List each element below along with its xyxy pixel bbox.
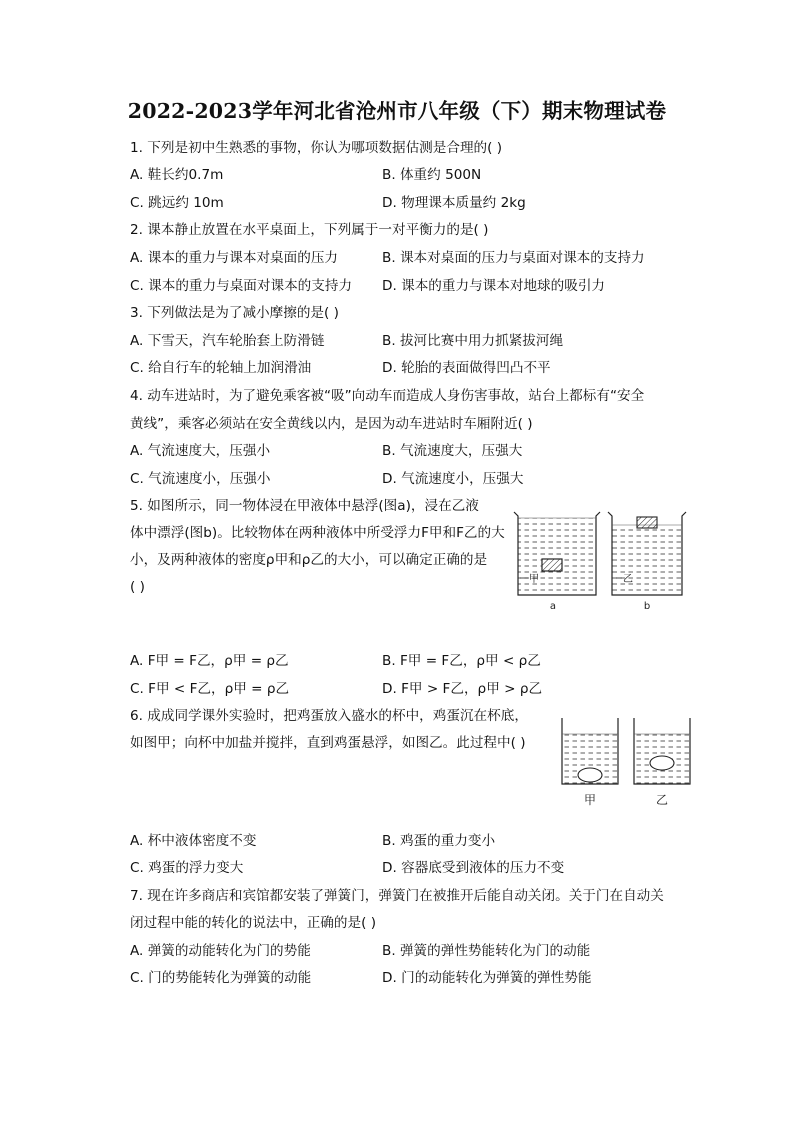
q7-option-c: C. 门的势能转化为弹簧的动能 bbox=[130, 970, 312, 986]
fig-label-a: a bbox=[549, 601, 557, 612]
q3-option-d: D. 轮胎的表面做得凹凸不平 bbox=[382, 360, 551, 376]
q4-option-c: C. 气流速度小，压强小 bbox=[130, 471, 271, 487]
q2-option-d: D. 课本的重力与课本对地球的吸引力 bbox=[382, 278, 606, 294]
q4-option-b: B. 气流速度大，压强大 bbox=[382, 443, 523, 459]
q6-cups-figure bbox=[556, 714, 696, 810]
q6-stem-line-2: 如图甲；向杯中加盐并搅拌，直到鸡蛋悬浮，如图乙。此过程中( ) bbox=[130, 735, 526, 751]
q5-stem-line-1: 5. 如图所示，同一物体浸在甲液体中悬浮(图a)，浸在乙液 bbox=[130, 498, 479, 514]
q5-stem-line-4: ( ) bbox=[130, 579, 145, 595]
exam-title: 2022-2023学年河北省沧州市八年级（下）期末物理试卷 bbox=[127, 99, 667, 123]
q4-stem-line-2: 黄线”，乘客必须站在安全黄线以内，是因为动车进站时车厢附近( ) bbox=[130, 416, 533, 432]
q2-option-a: A. 课本的重力与课本对桌面的压力 bbox=[130, 250, 339, 266]
q3-option-a: A. 下雪天，汽车轮胎套上防滑链 bbox=[130, 333, 325, 349]
q7-stem-line-1: 7. 现在许多商店和宾馆都安装了弹簧门，弹簧门在被推开后能自动关闭。关于门在自动关 bbox=[130, 888, 664, 904]
fig-label-jia: 甲 bbox=[583, 793, 597, 807]
q7-option-b: B. 弹簧的弹性势能转化为门的动能 bbox=[382, 943, 591, 959]
q2-option-c: C. 课本的重力与桌面对课本的支持力 bbox=[130, 278, 353, 294]
q1-option-c: C. 跳远约 10m bbox=[130, 195, 224, 211]
q1-stem: 1. 下列是初中生熟悉的事物，你认为哪项数据估测是合理的( ) bbox=[130, 140, 503, 156]
liquid-label-a: 甲 bbox=[529, 574, 539, 585]
q7-stem-line-2: 闭过程中能的转化的说法中，正确的是( ) bbox=[130, 915, 377, 931]
beaker-a bbox=[514, 512, 600, 612]
floating-block bbox=[637, 517, 657, 528]
q3-stem: 3. 下列做法是为了减小摩擦的是( ) bbox=[130, 305, 339, 321]
q5-beakers-figure bbox=[508, 503, 688, 615]
q5-stem-line-2: 体中漂浮(图b)。比较物体在两种液体中所受浮力F甲和F乙的大 bbox=[130, 525, 505, 541]
q3-option-b: B. 拔河比赛中用力抓紧拔河绳 bbox=[382, 333, 564, 349]
q5-stem-line-3: 小，及两种液体的密度ρ甲和ρ乙的大小，可以确定正确的是 bbox=[130, 552, 488, 568]
q5-option-a: A. F甲 = F乙，ρ甲 = ρ乙 bbox=[130, 653, 289, 669]
fig-label-yi: 乙 bbox=[655, 793, 669, 807]
q6-option-b: B. 鸡蛋的重力变小 bbox=[382, 833, 496, 849]
q1-option-d: D. 物理课本质量约 2kg bbox=[382, 195, 526, 211]
q7-option-a: A. 弹簧的动能转化为门的势能 bbox=[130, 943, 311, 959]
q1-option-b: B. 体重约 500N bbox=[382, 167, 482, 183]
q6-option-a: A. 杯中液体密度不变 bbox=[130, 833, 257, 849]
q5-option-b: B. F甲 = F乙，ρ甲 < ρ乙 bbox=[382, 653, 541, 669]
q1-option-a: A. 鞋长约0.7m bbox=[130, 167, 224, 183]
q6-stem-line-1: 6. 成成同学课外实验时，把鸡蛋放入盛水的杯中，鸡蛋沉在杯底， bbox=[130, 708, 528, 724]
q4-stem-line-1: 4. 动车进站时，为了避免乘客被“吸”向动车而造成人身伤害事故，站台上都标有“安全 bbox=[130, 388, 645, 404]
q2-option-b: B. 课本对桌面的压力与桌面对课本的支持力 bbox=[382, 250, 645, 266]
egg-suspended bbox=[650, 756, 674, 770]
q5-option-d: D. F甲 > F乙，ρ甲 > ρ乙 bbox=[382, 681, 543, 697]
fig-label-b: b bbox=[643, 601, 651, 612]
q2-stem: 2. 课本静止放置在水平桌面上，下列属于一对平衡力的是( ) bbox=[130, 222, 489, 238]
q7-option-d: D. 门的动能转化为弹簧的弹性势能 bbox=[382, 970, 592, 986]
q4-option-a: A. 气流速度大，压强小 bbox=[130, 443, 271, 459]
q5-option-c: C. F甲 < F乙，ρ甲 = ρ乙 bbox=[130, 681, 290, 697]
q6-option-d: D. 容器底受到液体的压力不变 bbox=[382, 860, 565, 876]
q4-option-d: D. 气流速度小，压强大 bbox=[382, 471, 524, 487]
egg-sunk bbox=[578, 768, 602, 782]
cup-yi bbox=[634, 718, 690, 807]
q3-option-c: C. 给自行车的轮轴上加润滑油 bbox=[130, 360, 312, 376]
q6-option-c: C. 鸡蛋的浮力变大 bbox=[130, 860, 244, 876]
liquid-label-b: 乙 bbox=[623, 574, 633, 585]
beaker-b bbox=[608, 512, 686, 612]
cup-jia bbox=[562, 718, 618, 807]
